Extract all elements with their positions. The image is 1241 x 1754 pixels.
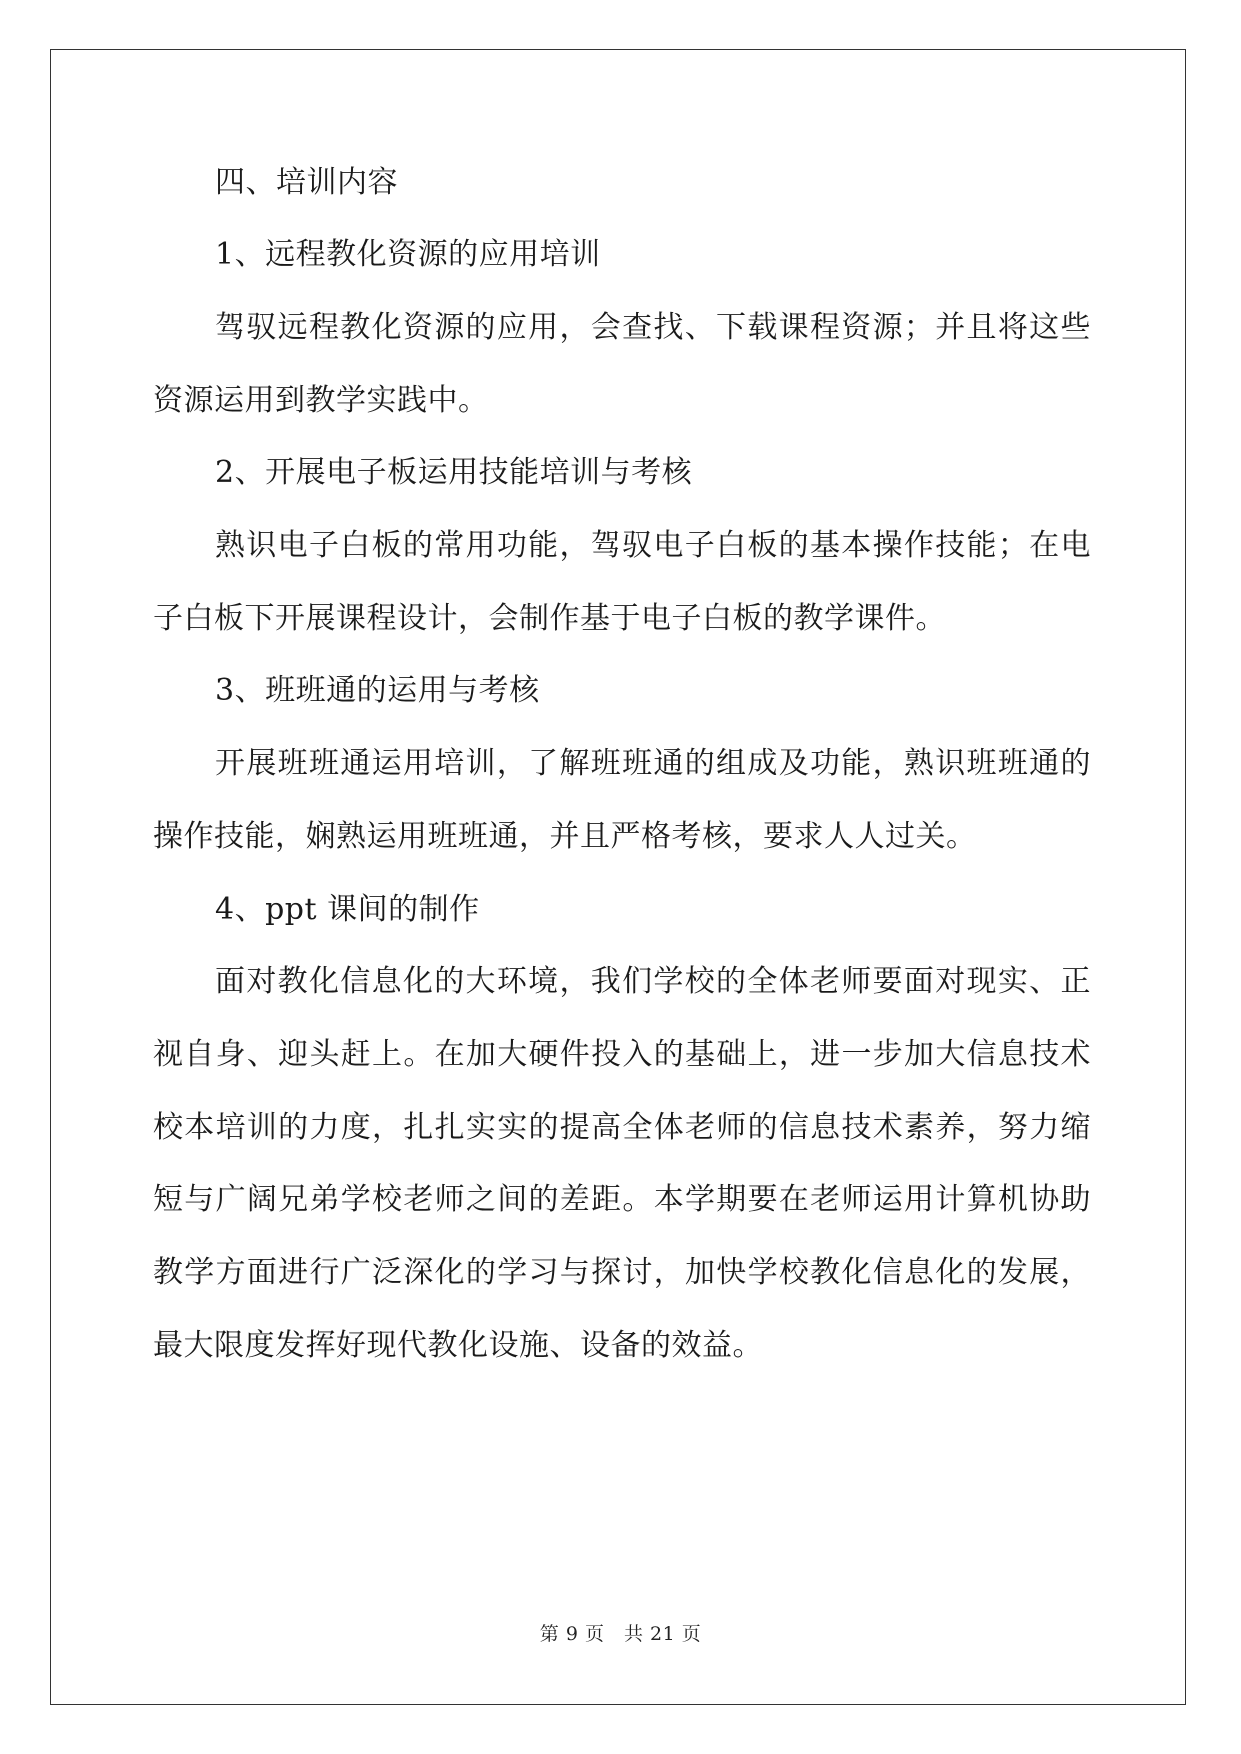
paragraph-line: 视自身、迎头赶上。在加大硬件投入的基础上，进一步加大信息技术 bbox=[153, 1037, 1091, 1072]
page-number-footer: 第 9 页 共 21 页 bbox=[539, 1623, 702, 1645]
subsection-heading: 3、班班通的运用与考核 bbox=[215, 673, 540, 708]
subsection-heading: 4、ppt 课间的制作 bbox=[215, 892, 480, 927]
paragraph-line: 最大限度发挥好现代教化设施、设备的效益。 bbox=[153, 1328, 763, 1363]
subsection-heading: 1、远程教化资源的应用培训 bbox=[215, 237, 601, 272]
paragraph-line: 熟识电子白板的常用功能，驾驭电子白板的基本操作技能；在电 bbox=[215, 528, 1091, 563]
paragraph-line: 面对教化信息化的大环境，我们学校的全体老师要面对现实、正 bbox=[215, 964, 1091, 999]
paragraph-line: 操作技能，娴熟运用班班通，并且严格考核，要求人人过关。 bbox=[153, 819, 977, 854]
paragraph-line: 短与广阔兄弟学校老师之间的差距。本学期要在老师运用计算机协助 bbox=[153, 1182, 1091, 1217]
paragraph-line: 开展班班通运用培训，了解班班通的组成及功能，熟识班班通的 bbox=[215, 746, 1091, 781]
paragraph-line: 驾驭远程教化资源的应用，会查找、下载课程资源；并且将这些 bbox=[215, 310, 1091, 345]
paragraph-line: 教学方面进行广泛深化的学习与探讨，加快学校教化信息化的发展， bbox=[153, 1255, 1091, 1290]
page-border bbox=[50, 49, 1186, 1705]
paragraph-line: 资源运用到教学实践中。 bbox=[153, 383, 489, 418]
section-heading: 四、培训内容 bbox=[215, 165, 398, 200]
subsection-heading: 2、开展电子板运用技能培训与考核 bbox=[215, 455, 693, 490]
paragraph-line: 校本培训的力度，扎扎实实的提高全体老师的信息技术素养，努力缩 bbox=[153, 1110, 1091, 1145]
paragraph-line: 子白板下开展课程设计，会制作基于电子白板的教学课件。 bbox=[153, 601, 946, 636]
